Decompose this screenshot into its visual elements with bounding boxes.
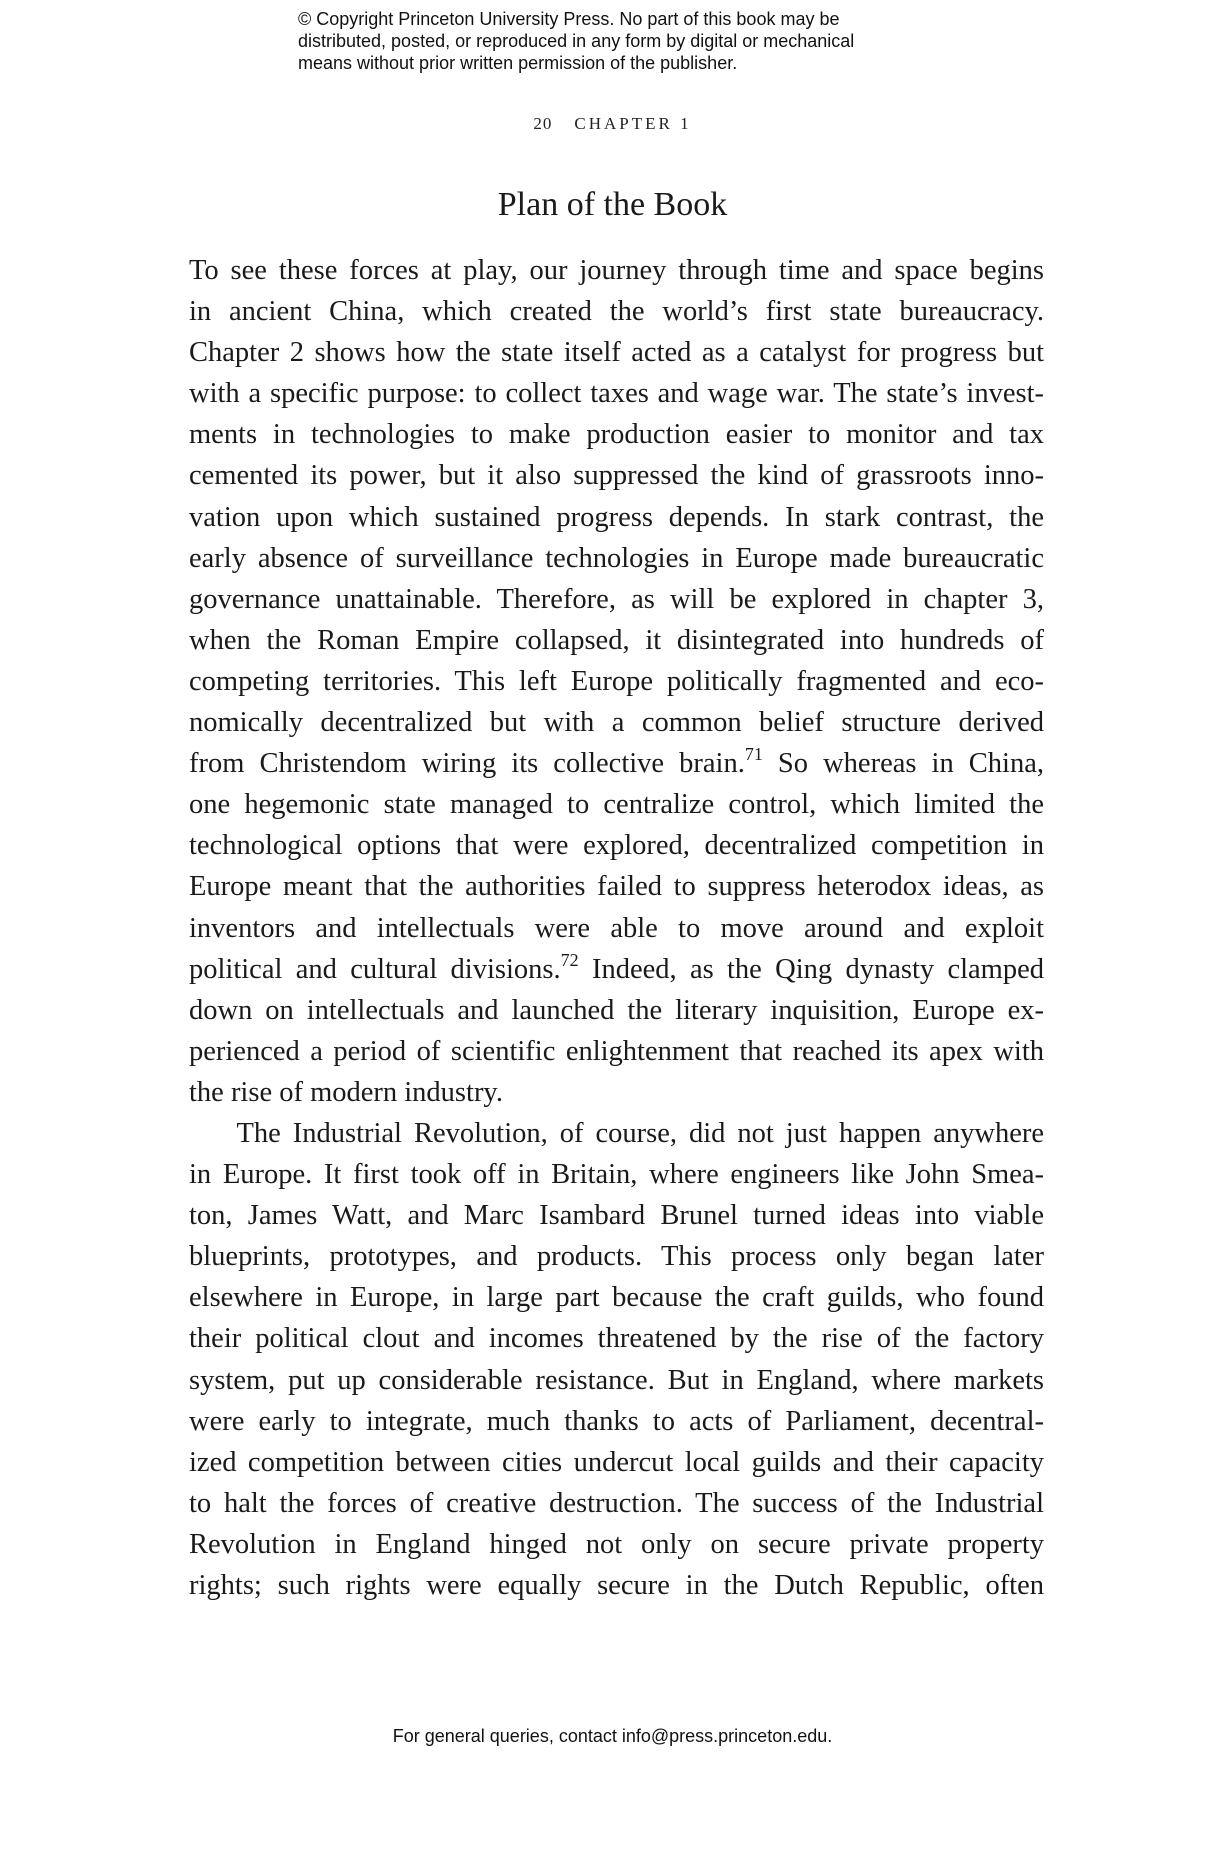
- text-line: down on intellectuals and launched the literary inquisition, Europe ex-: [189, 994, 1044, 1026]
- text-line: one hegemonic state managed to centralize control, which limited the: [189, 789, 1044, 821]
- text-line: system, put up considerable resistance. But in England, where markets: [189, 1364, 1044, 1396]
- text-segment: So whereas in China,: [762, 748, 1044, 780]
- body-text: [189, 250, 1044, 1606]
- text-line: the rise of modern industry.: [189, 1076, 503, 1108]
- endnote-marker[interactable]: 71: [744, 744, 763, 765]
- copyright-line: means without prior written permission of the publisher.: [298, 53, 738, 73]
- section-title: Plan of the Book: [497, 186, 728, 223]
- text-line: ton, James Watt, and Marc Isambard Brunel turned ideas into viable: [189, 1200, 1044, 1232]
- page-number: 20: [533, 114, 553, 133]
- paragraph-1: [189, 250, 1044, 1113]
- chapter-label: CHAPTER 1: [574, 114, 692, 133]
- text-line: elsewhere in Europe, in large part because the craft guilds, who found: [189, 1282, 1044, 1314]
- text-line: nomically decentralized but with a common belief structure derived: [189, 707, 1044, 739]
- text-line: perienced a period of scientific enlightenment that reached its apex with: [189, 1035, 1044, 1067]
- paragraph-2: [189, 1113, 1044, 1606]
- text-segment: from Christendom wiring its collective brain.: [189, 748, 745, 780]
- text-line: inventors and intellectuals were able to move around and exploit: [189, 912, 1044, 944]
- text-line: competing territories. This left Europe politically fragmented and eco-: [189, 665, 1044, 697]
- text-line: governance unattainable. Therefore, as will be explored in chapter 3,: [189, 583, 1044, 615]
- text-line-with-note: [189, 743, 1044, 784]
- text-line: in ancient China, which created the world’s first state bureaucracy.: [189, 296, 1044, 328]
- text-line: blueprints, prototypes, and products. This process only began later: [189, 1241, 1044, 1273]
- text-line: ments in technologies to make production easier to monitor and tax: [189, 419, 1044, 451]
- text-line: their political clout and incomes threatened by the rise of the factory: [189, 1323, 1044, 1355]
- text-line: cemented its power, but it also suppressed the kind of grassroots inno-: [189, 460, 1044, 492]
- text-line: technological options that were explored, decentralized competition in: [189, 830, 1044, 862]
- copyright-line: distributed, posted, or reproduced in any form by digital or mechanical: [298, 31, 855, 51]
- running-head: [0, 114, 1225, 134]
- text-line: with a specific purpose: to collect taxes and wage war. The state’s invest-: [189, 378, 1044, 410]
- text-line: Revolution in England hinged not only on secure private property: [189, 1528, 1044, 1560]
- copyright-notice: [298, 8, 938, 74]
- text-line: Europe meant that the authorities failed to suppress heterodox ideas, as: [189, 871, 1044, 903]
- text-line: Chapter 2 shows how the state itself acted as a catalyst for progress but: [189, 337, 1044, 369]
- text-line: early absence of surveillance technologies in Europe made bureaucratic: [189, 542, 1044, 574]
- text-line: when the Roman Empire collapsed, it disintegrated into hundreds of: [189, 624, 1044, 656]
- copyright-line: © Copyright Princeton University Press. No part of this book may be: [298, 9, 840, 29]
- text-line: to halt the forces of creative destruction. The success of the Industrial: [189, 1487, 1044, 1519]
- text-line: To see these forces at play, our journey through time and space begins: [189, 255, 1044, 286]
- text-line: ized competition between cities undercut local guilds and their capacity: [189, 1446, 1044, 1478]
- text-line: were early to integrate, much thanks to acts of Parliament, decentral-: [189, 1405, 1044, 1437]
- text-segment: Indeed, as the Qing dynasty clamped: [578, 953, 1044, 985]
- endnote-marker[interactable]: 72: [560, 949, 579, 970]
- text-line: The Industrial Revolution, of course, did not just happen anywhere: [189, 1117, 1044, 1149]
- text-line-with-note: [189, 949, 1044, 990]
- text-line: in Europe. It first took off in Britain, where engineers like John Smea-: [189, 1159, 1044, 1191]
- text-line: rights; such rights were equally secure in the Dutch Republic, often: [189, 1570, 1044, 1601]
- text-segment: political and cultural divisions.: [189, 953, 561, 985]
- text-line: vation upon which sustained progress depends. In stark contrast, the: [189, 501, 1044, 533]
- footer-contact: For general queries, contact info@press.princeton.edu.: [392, 1726, 833, 1746]
